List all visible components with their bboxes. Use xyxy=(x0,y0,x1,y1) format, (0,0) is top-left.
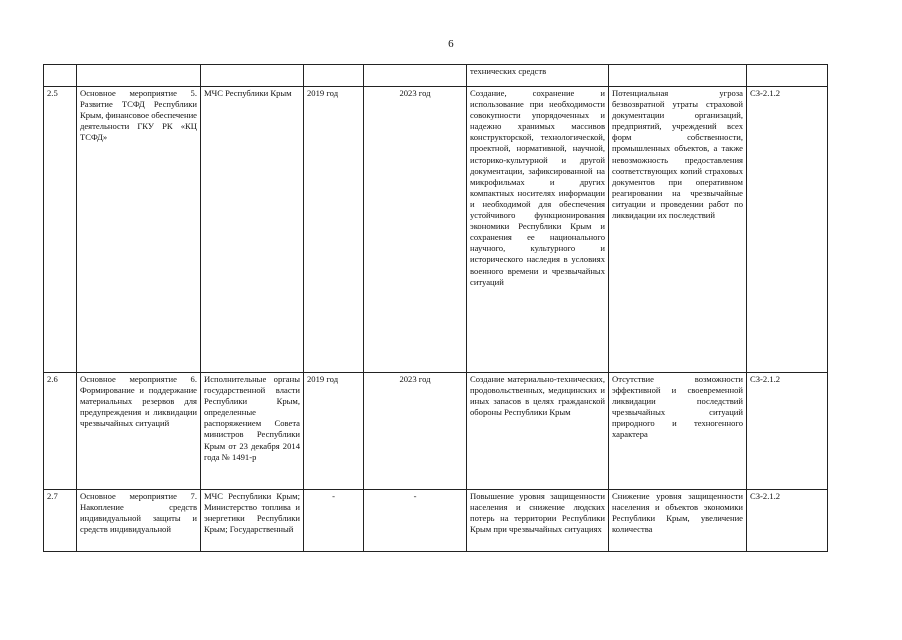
cell-start: 2019 год xyxy=(304,373,364,490)
cell-measure xyxy=(77,65,201,87)
cell-consequences: Снижение уровня защищенности населения и объектов экономики Республики Крым, увеличение количества xyxy=(609,490,747,552)
cell-link xyxy=(747,65,828,87)
cell-measure: Основное мероприятие 7. Накопление средств индивидуальной защиты и средств индивидуальной xyxy=(77,490,201,552)
cell-num: 2.7 xyxy=(44,490,77,552)
cell-measure: Основное мероприятие 6. Формирование и поддержание материальных резервов для предупреждения и ликвидации чрезвычайных ситуаций xyxy=(77,373,201,490)
cell-end: - xyxy=(364,490,467,552)
cell-num xyxy=(44,65,77,87)
page-number: 6 xyxy=(448,38,454,50)
cell-num: 2.5 xyxy=(44,87,77,373)
cell-result: Повышение уровня защищенности населения и снижение людских потерь на территории Республики Крым при чрезвычайных ситуациях xyxy=(467,490,609,552)
measures-table xyxy=(43,64,828,552)
table-row-continuation xyxy=(44,65,828,87)
cell-measure: Основное мероприятие 5. Развитие ТСФД Республики Крым, финансовое обеспечение деятельности ГКУ РК «КЦ ТСФД» xyxy=(77,87,201,373)
cell-end xyxy=(364,65,467,87)
cell-consequences xyxy=(609,65,747,87)
cell-start: 2019 год xyxy=(304,87,364,373)
cell-link: СЗ-2.1.2 xyxy=(747,87,828,373)
cell-start xyxy=(304,65,364,87)
cell-executor xyxy=(201,65,304,87)
table-row xyxy=(44,87,828,373)
cell-consequences: Потенциальная угроза безвозвратной утраты страховой документации организаций, предприятий, учреждений всех форм собственности, промышленных объектов, а также невозможность предоставления соответствующих копий страховых документов при оперативном реагировании на чрезвычайные ситуации и проведении работ по ликвидации их последствий xyxy=(609,87,747,373)
cell-consequences: Отсутствие возможности эффективной и своевременной ликвидации последствий чрезвычайных ситуаций природного и техногенного характера xyxy=(609,373,747,490)
table-row xyxy=(44,373,828,490)
cell-result: технических средств xyxy=(467,65,609,87)
cell-result: Создание, сохранение и использование при необходимости совокупности упорядоченных и надежно хранимых массивов конструкторской, технологической, проектной, нормативной, научной, историко-культурной и другой документации, зафиксированной на микрофильмах и других компактных носителях информации и необходимой для обеспечения устойчивого функционирования экономики Республики Крым и сохранения ее национального научного, культурного и исторического наследия в условиях военного времени и чрезвычайных ситуаций xyxy=(467,87,609,373)
cell-executor: МЧС Республики Крым xyxy=(201,87,304,373)
cell-num: 2.6 xyxy=(44,373,77,490)
cell-end: 2023 год xyxy=(364,373,467,490)
cell-link: СЗ-2.1.2 xyxy=(747,490,828,552)
cell-link: СЗ-2.1.2 xyxy=(747,373,828,490)
cell-executor: Исполнительные органы государственной власти Республики Крым, определенные распоряжением Совета министров Республики Крым от 23 декабря 2014 года № 1491-р xyxy=(201,373,304,490)
cell-executor: МЧС Республики Крым; Министерство топлива и энергетики Республики Крым; Государственный xyxy=(201,490,304,552)
cell-result: Создание материально-технических, продовольственных, медицинских и иных запасов в целях гражданской обороны Республики Крым xyxy=(467,373,609,490)
table-row xyxy=(44,490,828,552)
cell-end: 2023 год xyxy=(364,87,467,373)
cell-start: - xyxy=(304,490,364,552)
